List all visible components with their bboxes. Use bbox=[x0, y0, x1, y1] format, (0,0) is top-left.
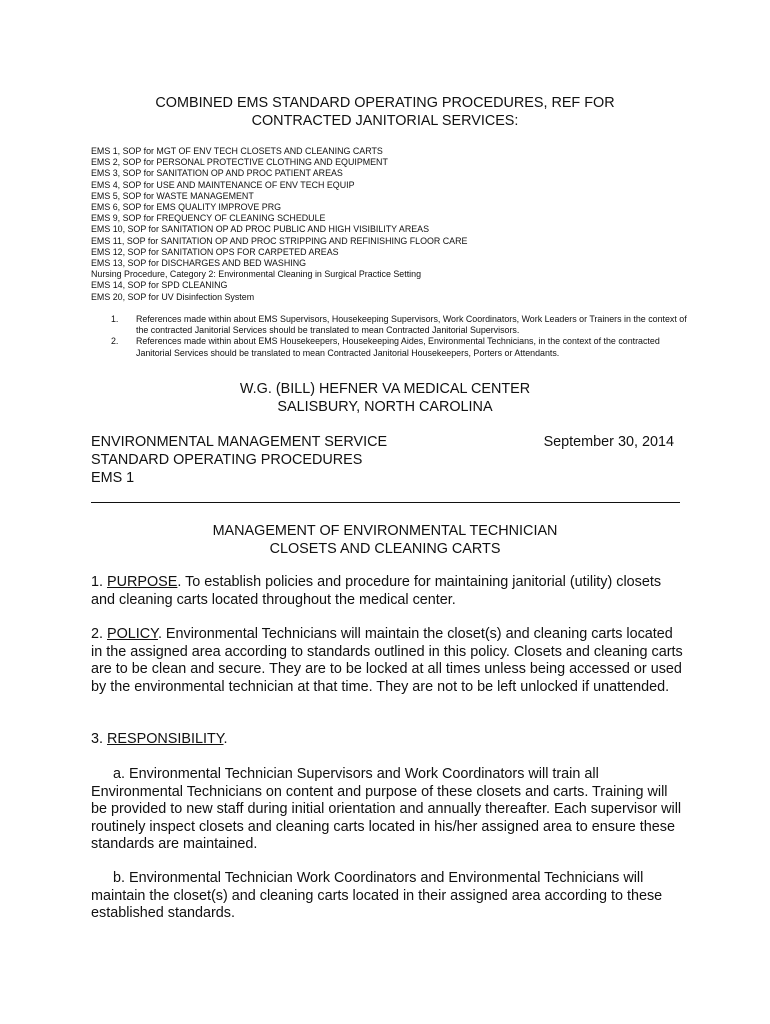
service-name: ENVIRONMENTAL MANAGEMENT SERVICE bbox=[91, 434, 388, 450]
document-date: September 30, 2014 bbox=[543, 434, 674, 450]
responsibility-item-a: a. Environmental Technician Supervisors and Work Coordinators will train all Environmental Technicians on content and purpose of these closets and carts. Training will be provided to new staff during initial orientation and annually thereafter. Each supervisor will routinely inspect closets and cleaning carts located in his/her assigned area to ensure these standards are maintained. bbox=[91, 766, 682, 852]
section-number: 2. bbox=[91, 626, 107, 642]
sop-title-line-1: MANAGEMENT OF ENVIRONMENTAL TECHNICIAN bbox=[212, 523, 558, 539]
sop-item: EMS 11, SOP for SANITATION OP AND PROC STRIPPING AND REFINISHING FLOOR CARE bbox=[91, 235, 468, 246]
responsibility-item-b: b. Environmental Technician Work Coordinators and Environmental Technicians will maintain the closet(s) and cleaning carts located in their assigned area according to these established standards. bbox=[91, 870, 663, 921]
section-heading: POLICY bbox=[107, 626, 158, 642]
note-number: 1. bbox=[111, 314, 119, 324]
section-heading: PURPOSE bbox=[107, 574, 178, 590]
sop-item: EMS 10, SOP for SANITATION OP AD PROC PUBLIC AND HIGH VISIBILITY AREAS bbox=[91, 224, 430, 235]
section-text: . To establish policies and procedure for maintaining janitorial (utility) closets and cleaning carts located throughout the medical center. bbox=[91, 574, 662, 608]
title-line-1: COMBINED EMS STANDARD OPERATING PROCEDURES, REF FOR bbox=[155, 95, 615, 111]
purpose-section bbox=[91, 574, 683, 609]
note-number: 2. bbox=[111, 336, 119, 347]
responsibility-section bbox=[91, 731, 683, 749]
sop-type: STANDARD OPERATING PROCEDURES bbox=[91, 452, 363, 468]
sop-item: EMS 14, SOP for SPD CLEANING bbox=[91, 280, 228, 291]
note-text: References made within about EMS Housekeepers, Housekeeping Aides, Environmental Technicians, in the context of the contracted Janitorial Services should be translated to mean Contracted Janitorial Housekeepers, Porters or Attendants. bbox=[136, 336, 660, 358]
sop-number: EMS 1 bbox=[91, 470, 135, 486]
horizontal-divider bbox=[91, 502, 680, 503]
note-text: References made within about EMS Supervisors, Housekeeping Supervisors, Work Coordinators, Work Leaders or Trainers in the context of the contracted Janitorial Services should be translated to mean Contracted Janitorial Supervisors. bbox=[136, 314, 687, 336]
note-item bbox=[91, 314, 691, 336]
sop-item: EMS 4, SOP for USE AND MAINTENANCE OF ENV TECH EQUIP bbox=[91, 179, 355, 190]
policy-section bbox=[91, 626, 683, 696]
sop-item: EMS 5, SOP for WASTE MANAGEMENT bbox=[91, 190, 254, 201]
sop-item: EMS 3, SOP for SANITATION OP AND PROC PATIENT AREAS bbox=[91, 168, 343, 179]
section-text: . bbox=[223, 731, 228, 747]
sop-item: Nursing Procedure, Category 2: Environmental Cleaning in Surgical Practice Setting bbox=[91, 269, 422, 280]
sop-reference-list bbox=[91, 146, 711, 303]
title-line-2: CONTRACTED JANITORIAL SERVICES: bbox=[251, 113, 519, 129]
section-text: . Environmental Technicians will maintain the closet(s) and cleaning carts located in the assigned area according to standards outlined in this policy. Closets and cleaning carts are to be clean and secure. They are to be locked at all times unless being accessed or used by the environmental technician at that time. They are not to be left unlocked if unattended. bbox=[91, 626, 683, 695]
note-item bbox=[91, 336, 691, 358]
sop-item: EMS 1, SOP for MGT OF ENV TECH CLOSETS AND CLEANING CARTS bbox=[91, 146, 383, 156]
sop-item: EMS 9, SOP for FREQUENCY OF CLEANING SCHEDULE bbox=[91, 213, 326, 224]
center-name: W.G. (BILL) HEFNER VA MEDICAL CENTER bbox=[239, 381, 531, 397]
section-number: 1. bbox=[91, 574, 107, 590]
sop-item: EMS 20, SOP for UV Disinfection System bbox=[91, 291, 255, 302]
reference-notes bbox=[91, 314, 691, 359]
document-title bbox=[0, 94, 770, 130]
sop-identifier-block bbox=[91, 433, 387, 487]
sop-item: EMS 6, SOP for EMS QUALITY IMPROVE PRG bbox=[91, 202, 282, 213]
sop-item: EMS 12, SOP for SANITATION OPS FOR CARPETED AREAS bbox=[91, 246, 339, 257]
medical-center-heading bbox=[0, 380, 770, 416]
sop-title bbox=[0, 522, 770, 558]
sop-item: EMS 2, SOP for PERSONAL PROTECTIVE CLOTHING AND EQUIPMENT bbox=[91, 157, 388, 168]
center-location: SALISBURY, NORTH CAROLINA bbox=[277, 399, 493, 415]
sop-item: EMS 13, SOP for DISCHARGES AND BED WASHING bbox=[91, 258, 307, 269]
section-heading: RESPONSIBILITY bbox=[107, 731, 224, 747]
section-number: 3. bbox=[91, 731, 107, 747]
sop-title-line-2: CLOSETS AND CLEANING CARTS bbox=[269, 541, 501, 557]
